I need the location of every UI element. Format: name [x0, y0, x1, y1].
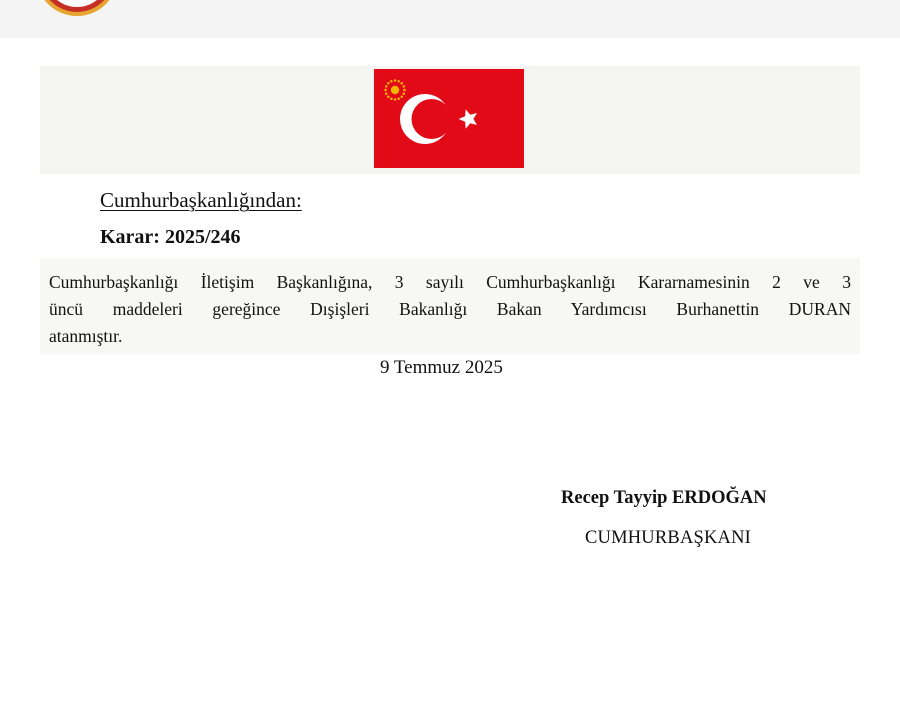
body-line: Cumhurbaşkanlığı İletişim Başkanlığına, 3 sayılı Cumhurbaşkanlığı Kararnamesinin 2 ve 3	[49, 272, 851, 292]
profile-avatar[interactable]	[36, 0, 118, 16]
turkish-flag-icon	[374, 69, 524, 168]
issuing-authority: Cumhurbaşkanlığından:	[100, 188, 302, 212]
signatory-name: Recep Tayyip ERDOĞAN	[561, 488, 767, 508]
signatory-title: CUMHURBAŞKANI	[585, 528, 752, 548]
body-line: atanmıştır.	[49, 326, 123, 346]
body-line: üncü maddeleri gereğince Dışişleri Bakanlığı Bakan Yardımcısı Burhanettin DURAN	[49, 299, 851, 319]
decision-number: Karar: 2025/246	[100, 226, 241, 248]
decision-body	[49, 269, 851, 350]
decision-date: 9 Temmuz 2025	[380, 357, 503, 378]
